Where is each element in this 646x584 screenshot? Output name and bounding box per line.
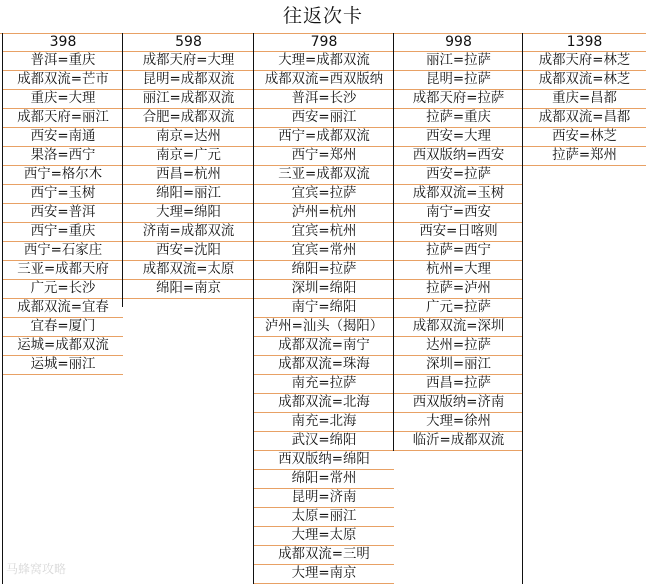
route-cell: 宜宾=常州 bbox=[254, 242, 394, 261]
route-cell: 西宁=玉树 bbox=[3, 185, 123, 204]
price-column bbox=[122, 33, 254, 307]
route-cell: 成都双流=深圳 bbox=[394, 318, 523, 337]
route-cell: 普洱=长沙 bbox=[254, 90, 394, 109]
route-cell: 南京=广元 bbox=[123, 147, 254, 166]
route-cell: 成都双流=珠海 bbox=[254, 356, 394, 375]
route-cell: 重庆=大理 bbox=[3, 90, 123, 109]
price-header: 598 bbox=[123, 33, 254, 52]
route-cell: 成都双流=西双版纳 bbox=[254, 71, 394, 90]
route-cell: 成都天府=林芝 bbox=[523, 52, 646, 71]
route-cell: 合肥=成都双流 bbox=[123, 109, 254, 128]
route-cell: 西双版纳=济南 bbox=[394, 394, 523, 413]
route-cell: 昆明=拉萨 bbox=[394, 71, 523, 90]
route-cell: 拉萨=郑州 bbox=[523, 147, 646, 166]
route-cell: 南充=拉萨 bbox=[254, 375, 394, 394]
route-cell: 西安=南通 bbox=[3, 128, 123, 147]
route-cell: 武汉=绵阳 bbox=[254, 432, 394, 451]
route-cell: 成都双流=太原 bbox=[123, 261, 254, 280]
route-cell: 果洛=西宁 bbox=[3, 147, 123, 166]
route-cell: 丽江=成都双流 bbox=[123, 90, 254, 109]
route-cell: 三亚=成都天府 bbox=[3, 261, 123, 280]
route-cell: 广元=拉萨 bbox=[394, 299, 523, 318]
route-cell: 西安=沈阳 bbox=[123, 242, 254, 261]
route-cell: 临沂=成都双流 bbox=[394, 432, 523, 451]
route-cell: 达州=拉萨 bbox=[394, 337, 523, 356]
price-column bbox=[253, 33, 394, 584]
route-cell: 成都双流=宜春 bbox=[3, 299, 123, 318]
route-cell: 大理=成都双流 bbox=[254, 52, 394, 71]
route-cell: 绵阳=拉萨 bbox=[254, 261, 394, 280]
route-cell: 深圳=丽江 bbox=[394, 356, 523, 375]
route-cell: 西昌=杭州 bbox=[123, 166, 254, 185]
route-cell: 绵阳=常州 bbox=[254, 470, 394, 489]
route-cell: 大理=徐州 bbox=[394, 413, 523, 432]
route-cell: 成都双流=南宁 bbox=[254, 337, 394, 356]
route-cell: 深圳=绵阳 bbox=[254, 280, 394, 299]
price-header: 1398 bbox=[523, 33, 646, 52]
route-cell: 西双版纳=绵阳 bbox=[254, 451, 394, 470]
route-cell: 西安=丽江 bbox=[254, 109, 394, 128]
route-cell: 拉萨=重庆 bbox=[394, 109, 523, 128]
route-cell: 太原=丽江 bbox=[254, 508, 394, 527]
route-cell: 成都双流=玉树 bbox=[394, 185, 523, 204]
route-cell: 昆明=济南 bbox=[254, 489, 394, 508]
route-cell: 三亚=成都双流 bbox=[254, 166, 394, 185]
route-cell: 杭州=大理 bbox=[394, 261, 523, 280]
route-cell: 南宁=西安 bbox=[394, 204, 523, 223]
route-cell: 普洱=重庆 bbox=[3, 52, 123, 71]
route-cell: 昆明=成都双流 bbox=[123, 71, 254, 90]
route-cell: 西双版纳=西安 bbox=[394, 147, 523, 166]
route-cell: 绵阳=丽江 bbox=[123, 185, 254, 204]
watermark: 马蜂窝攻略 bbox=[6, 562, 67, 576]
route-cell: 西安=大理 bbox=[394, 128, 523, 147]
route-cell: 大理=绵阳 bbox=[123, 204, 254, 223]
route-cell: 西安=拉萨 bbox=[394, 166, 523, 185]
route-cell: 拉萨=泸州 bbox=[394, 280, 523, 299]
price-header: 998 bbox=[394, 33, 523, 52]
route-cell: 成都天府=丽江 bbox=[3, 109, 123, 128]
route-cell: 成都双流=昌都 bbox=[523, 109, 646, 128]
route-cell: 南充=北海 bbox=[254, 413, 394, 432]
route-cell: 西安=普洱 bbox=[3, 204, 123, 223]
price-header: 798 bbox=[254, 33, 394, 52]
route-cell: 西宁=郑州 bbox=[254, 147, 394, 166]
price-column bbox=[393, 33, 523, 451]
route-cell: 泸州=汕头（揭阳） bbox=[254, 318, 394, 337]
route-cell: 宜宾=拉萨 bbox=[254, 185, 394, 204]
route-cell: 绵阳=南京 bbox=[123, 280, 254, 299]
route-cell: 西安=日喀则 bbox=[394, 223, 523, 242]
route-cell: 广元=长沙 bbox=[3, 280, 123, 299]
route-cell: 运城=成都双流 bbox=[3, 337, 123, 356]
route-cell: 西宁=格尔木 bbox=[3, 166, 123, 185]
route-cell: 西安=林芝 bbox=[523, 128, 646, 147]
route-cell: 济南=成都双流 bbox=[123, 223, 254, 242]
route-cell: 成都双流=芒市 bbox=[3, 71, 123, 90]
route-cell: 泸州=杭州 bbox=[254, 204, 394, 223]
route-cell: 大理=太原 bbox=[254, 527, 394, 546]
route-cell: 拉萨=西宁 bbox=[394, 242, 523, 261]
table-title: 往返次卡 bbox=[0, 0, 646, 34]
route-cell: 西宁=成都双流 bbox=[254, 128, 394, 147]
route-cell: 宜宾=杭州 bbox=[254, 223, 394, 242]
route-cell: 南京=达州 bbox=[123, 128, 254, 147]
route-cell: 运城=丽江 bbox=[3, 356, 123, 375]
route-cell: 西宁=重庆 bbox=[3, 223, 123, 242]
route-cell: 重庆=昌都 bbox=[523, 90, 646, 109]
price-column bbox=[522, 33, 646, 584]
route-cell: 南宁=绵阳 bbox=[254, 299, 394, 318]
route-cell: 大理=南京 bbox=[254, 565, 394, 584]
price-header: 398 bbox=[3, 33, 123, 52]
route-cell: 西昌=拉萨 bbox=[394, 375, 523, 394]
route-cell: 成都双流=三明 bbox=[254, 546, 394, 565]
route-cell: 成都天府=拉萨 bbox=[394, 90, 523, 109]
route-cell: 宜春=厦门 bbox=[3, 318, 123, 337]
route-cell: 成都天府=大理 bbox=[123, 52, 254, 71]
route-cell: 丽江=拉萨 bbox=[394, 52, 523, 71]
route-cell: 成都双流=北海 bbox=[254, 394, 394, 413]
route-cell: 成都双流=林芝 bbox=[523, 71, 646, 90]
price-column bbox=[2, 33, 123, 584]
route-cell: 西宁=石家庄 bbox=[3, 242, 123, 261]
